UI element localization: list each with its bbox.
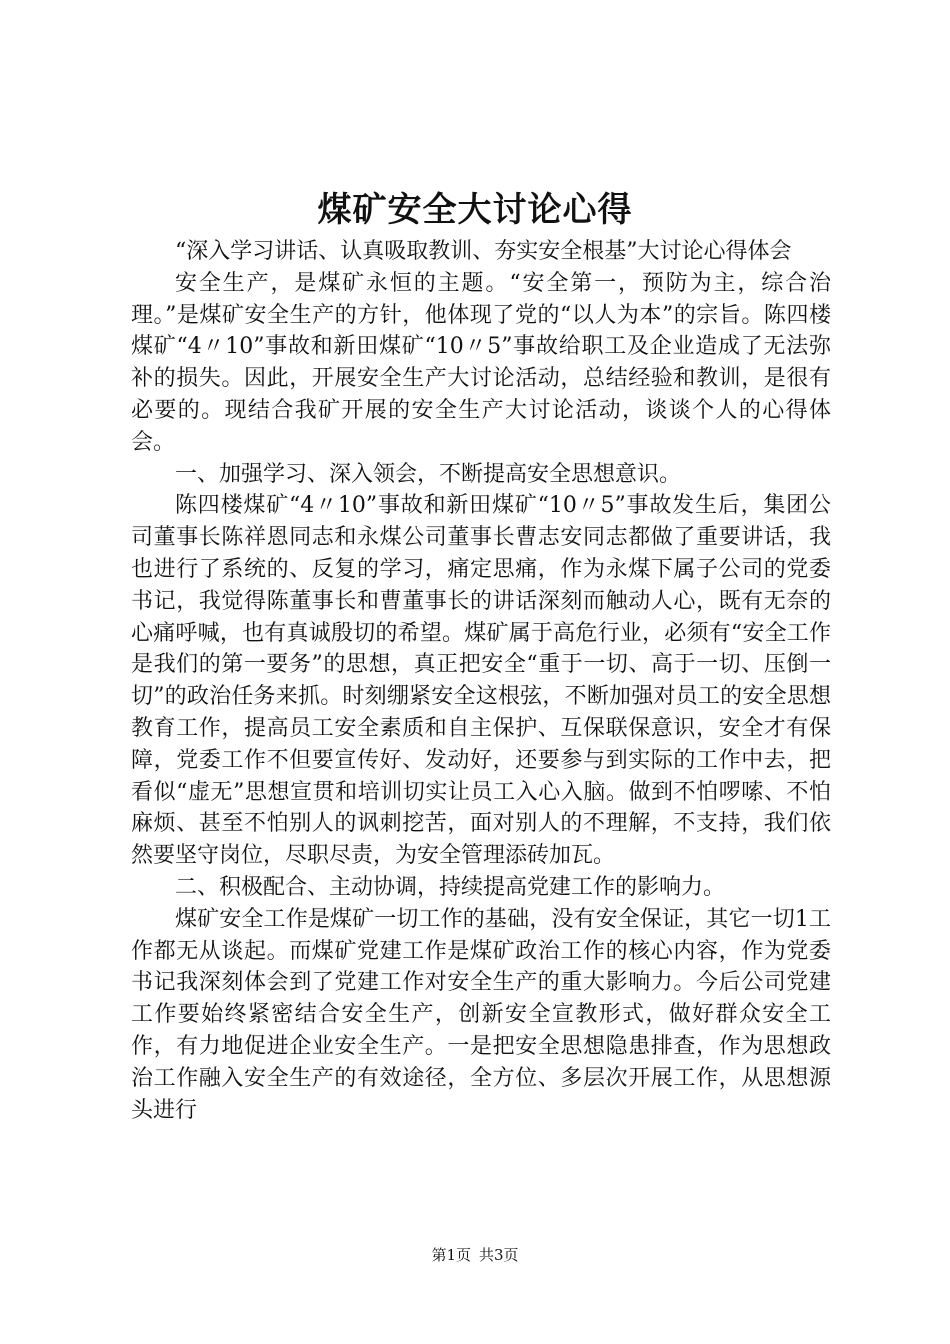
document-body [131, 236, 831, 1126]
section-heading-2: 二、积极配合、主动协调，持续提高党建工作的影响力。 [175, 874, 726, 900]
subtitle-paragraph: “深入学习讲话、认真吸取教训、夯实安全根基”大讨论心得体会 [175, 239, 792, 264]
intro-paragraph: 安全生产，是煤矿永恒的主题。“安全第一，预防为主，综合治理。”是煤矿安全生产的方针，他体现了党的“以人为本”的宗旨。陈四楼煤矿“4〃10”事故和新田煤矿“10〃5”事故给职工及企业造成了无法弥补的损失。因此，开展安全生产大讨论活动，总结经验和教训，是很有必要的。现结合我矿开展的安全生产大讨论活动，谈谈个人的心得体会。 [131, 270, 831, 455]
section-2-paragraph: 煤矿安全工作是煤矿一切工作的基础，没有安全保证，其它一切1工作都无从谈起。而煤矿党建工作是煤矿政治工作的核心内容，作为党委书记我深刻体会到了党建工作对安全生产的重大影响力。今后公司党建工作要始终紧密结合安全生产，创新安全宣教形式，做好群众安全工作，有力地促进企业安全生产。一是把安全思想隐患排查，作为思想政治工作融入安全生产的有效途径，全方位、多层次开展工作，从思想源头进行 [131, 906, 831, 1123]
page-footer [0, 1244, 950, 1266]
section-heading-1: 一、加强学习、深入领会，不断提高安全思想意识。 [175, 461, 682, 487]
page-total: 共3页 [479, 1246, 519, 1264]
page-number: 第1页 [431, 1246, 471, 1264]
section-1-paragraph: 陈四楼煤矿“4〃10”事故和新田煤矿“10〃5”事故发生后，集团公司董事长陈祥恩同志和永煤公司董事长曹志安同志都做了重要讲话，我也进行了系统的、反复的学习，痛定思痛，作为永煤下属子公司的党委书记，我觉得陈董事长和曹董事长的讲话深刻而触动人心，既有无奈的心痛呼喊，也有真诚殷切的希望。煤矿属于高危行业，必须有“安全工作是我们的第一要务”的思想，真正把安全“重于一切、高于一切、压倒一切”的政治任务来抓。时刻绷紧安全这根弦，不断加强对员工的安全思想教育工作，提高员工安全素质和自主保护、互保联保意识，安全才有保障，党委工作不但要宣传好、发动好，还要参与到实际的工作中去，把看似“虚无”思想宣贯和培训切实让员工入心入脑。做到不怕啰嗦、不怕麻烦、甚至不怕别人的讽刺挖苦，面对别人的不理解，不支持，我们依然要坚守岗位，尽职尽责，为安全管理添砖加瓦。 [131, 493, 831, 869]
page-title: 煤矿安全大讨论心得 [317, 190, 633, 230]
